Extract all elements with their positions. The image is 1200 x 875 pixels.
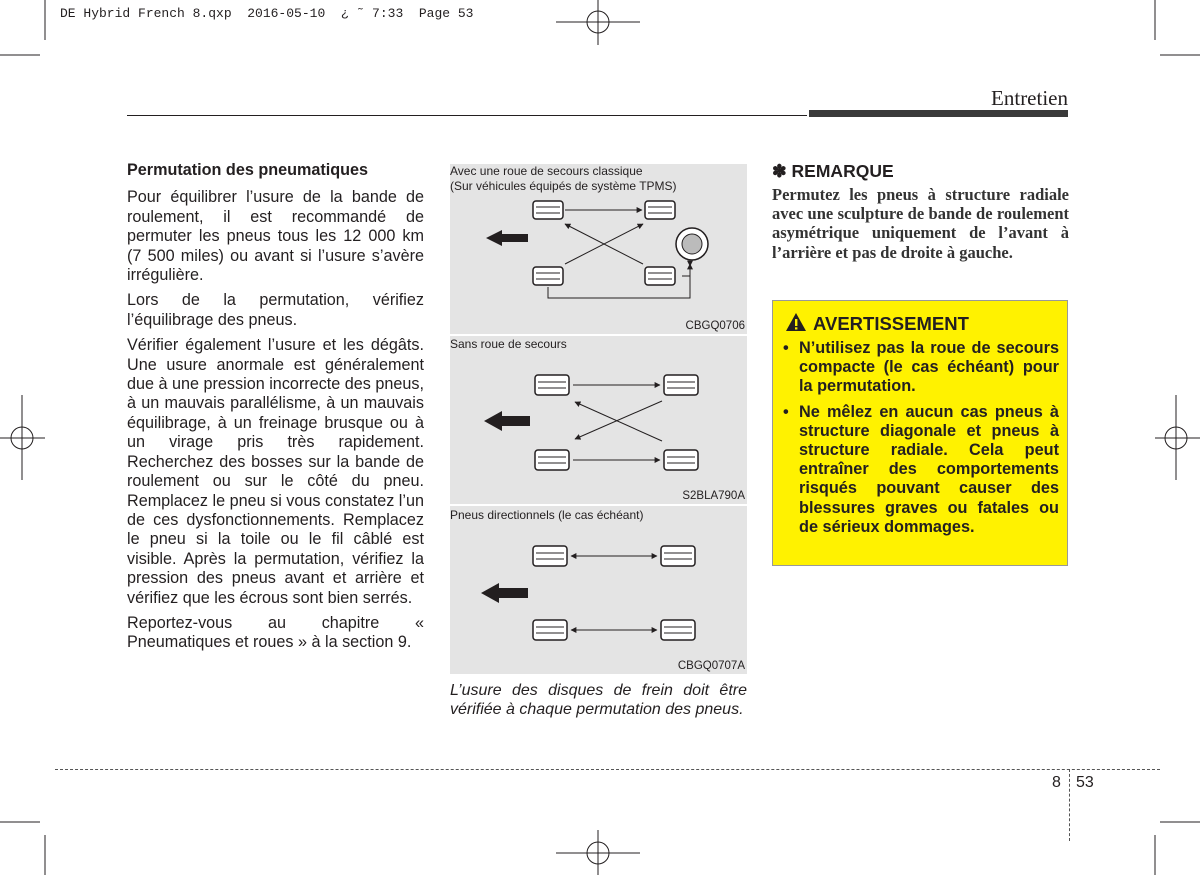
warning-list [783,339,1059,543]
warning-title: AVERTISSEMENT [813,313,969,334]
figure-caption: Avec une roue de secours classique [450,164,643,178]
tire-icon [533,201,675,285]
front-direction-arrow [484,411,530,431]
footer-divider [1069,769,1070,841]
tire-icon [533,546,695,640]
paragraph: Pour équilibrer l’usure de la bande de roulement, il est recommandé de permuter les pneus tous les 12 000 km (7 500 miles) ou avant si l’usure s’avère irrégulière. [127,188,424,285]
asterisk-icon: ✽ [772,161,787,181]
footer-rule [55,769,1160,770]
remarque-title [772,161,894,182]
remarque-text: Permutez les pneus à structure radiale avec une sculpture de bande de roulement asymétrique uniquement de l’avant à l’arrière et pas de droite à gauche. [772,185,1069,262]
figure-code: CBGQ0707A [677,660,745,672]
figure-code: S2BLA790A [682,490,745,502]
page-number: 53 [1076,774,1094,791]
warning-triangle-icon [785,312,807,332]
rotation-diagram-no-spare [450,336,747,504]
chapter-number: 8 [1052,774,1061,791]
tire-icon [535,375,698,470]
rotation-diagram-directional [450,506,747,674]
front-direction-arrow [481,583,528,603]
figure-rotation-spare [450,164,747,334]
spare-wheel-icon [676,228,708,260]
figure-caption: Pneus directionnels (le cas échéant) [450,508,644,522]
front-direction-arrow [486,230,528,246]
remarque-label: REMARQUE [791,161,894,181]
warning-item: • N’utilisez pas la roue de secours compacte (le cas échéant) pour la permutation. [783,339,1059,397]
figure-caption: Sans roue de secours [450,337,567,351]
warning-box [772,300,1068,566]
paragraph: Reportez-vous au chapitre « Pneumatiques et roues » à la section 9. [127,613,424,652]
figure-rotation-no-spare [450,336,747,504]
print-slug: DE Hybrid French 8.qxp 2016-05-10 ¿ ˜ 7:33 Page 53 [60,6,474,21]
figure-rotation-directional [450,506,747,674]
paragraph: Lors de la permutation, vérifiez l’équilibrage des pneus. [127,291,424,329]
section-title: Entretien [991,86,1068,110]
left-column [127,161,424,659]
figure-caption: (Sur véhicules équipés de système TPMS) [450,179,677,193]
header-rule [127,115,807,116]
paragraph: Vérifier également l’usure et les dégâts. Une usure anormale est généralement due à une pression incorrecte des pneus, à un mauvais parallélisme, à un mauvais équilibrage, à un freinage brusque ou à un virage pris très rapidement. Recherchez des bosses sur la bande de roulement ou sur le côté du pneu. Remplacez le pneu si vous constatez l’un de ces dysfonctionnements. Remplacez le pneu si la toile ou le fil câblé est visible. Après la permutation, vérifiez la pression des pneus avant et arrière et vérifiez que les écrous sont bien serrés. [127,336,424,607]
header-rule-bar [809,110,1068,117]
warning-item: • Ne mêlez en aucun cas pneus à structure diagonale et pneus à structure radiale. Cela peut entraîner des comportements risqués pouvant causer des blessures graves ou fatales ou de sérieux dommages. [783,403,1059,537]
figure-code: CBGQ0706 [685,320,745,332]
figure-note: L’usure des disques de frein doit être vérifiée à chaque permutation des pneus. [450,682,747,719]
heading: Permutation des pneumatiques [127,161,369,179]
